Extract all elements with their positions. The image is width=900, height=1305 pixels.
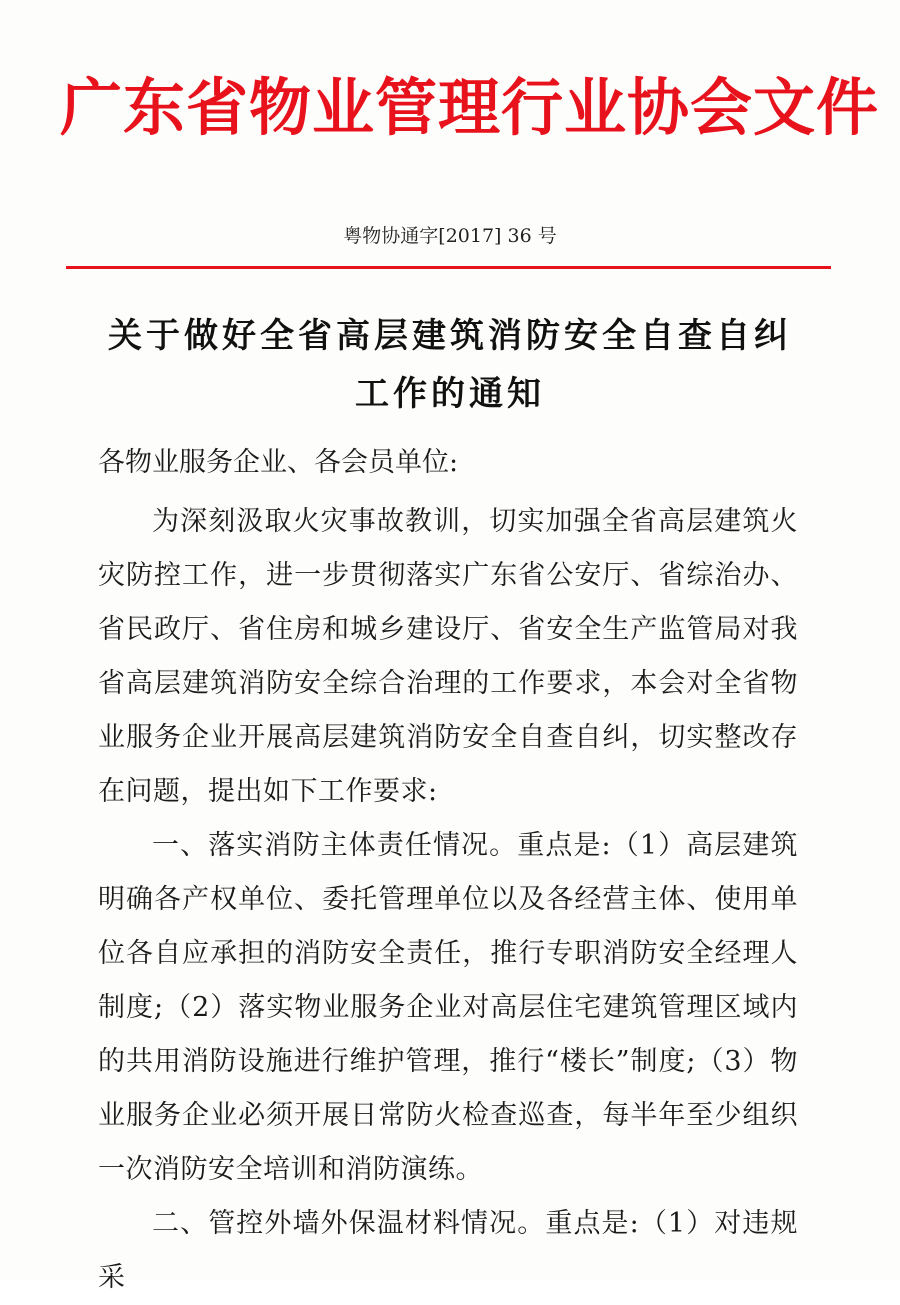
org-header-title: 广东省物业管理行业协会文件 [60, 71, 880, 144]
paragraph-item-1: 一、落实消防主体责任情况。重点是:（1）高层建筑明确各产权单位、委托管理单位以及各经营主体、使用单位各自应承担的消防安全责任，推行专职消防安全经理人制度;（2）落实物业服务企业对高层住宅建筑管理区域内的共用消防设施进行维护管理，推行“楼长”制度;（3）物业服务企业必须开展日常防火检查巡查，每半年至少组织一次消防安全培训和消防演练。 [98, 830, 798, 1185]
body-text [98, 495, 798, 1305]
header-divider [66, 266, 831, 269]
paragraph-item-2: 二、管控外墙外保温材料情况。重点是:（1）对违规采 [98, 1208, 798, 1293]
salutation: 各物业服务企业、各会员单位: [98, 447, 459, 478]
paragraph-intro: 为深刻汲取火灾事故教训，切实加强全省高层建筑火灾防控工作，进一步贯彻落实广东省公安厅、省综治办、省民政厅、省住房和城乡建设厅、省安全生产监管局对我省高层建筑消防安全综合治理的工作要求，本会对全省物业服务企业开展高层建筑消防安全自查自纠，切实整改存在问题，提出如下工作要求: [98, 506, 798, 807]
notice-title-line-1: 关于做好全省高层建筑消防安全自查自纠 [108, 316, 792, 356]
notice-title-line-2: 工作的通知 [355, 374, 545, 414]
document-number: 粤物协通字[2017] 36 号 [343, 225, 557, 247]
